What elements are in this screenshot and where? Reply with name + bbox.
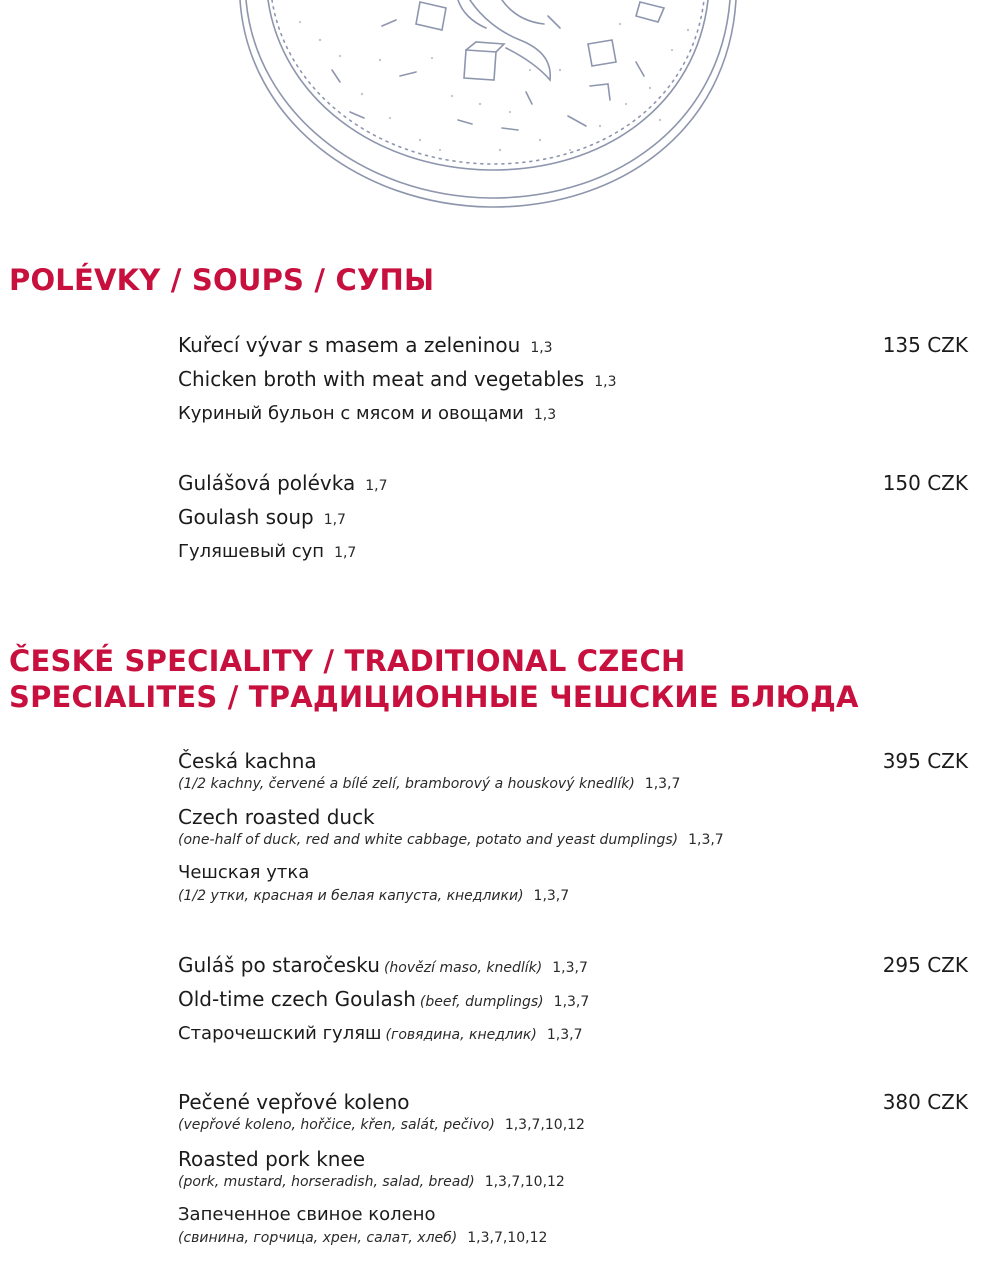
allergen-codes: 1,3	[530, 340, 553, 356]
menu-item-description: (one-half of duck, red and white cabbage, potato and yeast dumplings) 1,3,7	[178, 832, 724, 848]
allergen-codes: 1,3,7	[644, 776, 681, 792]
allergen-codes: 1,3,7,10,12	[484, 1174, 565, 1190]
section-title-line: ČESKÉ SPECIALITY / TRADITIONAL CZECH	[9, 644, 686, 678]
menu-item-name: Гуляшевый суп 1,7	[178, 541, 357, 562]
menu-item-name: Česká kachna	[178, 749, 317, 773]
allergen-codes: 1,3,7	[553, 994, 590, 1010]
section-title-czech-specialities	[9, 643, 859, 715]
menu-item-name: Чешская утка	[178, 862, 310, 883]
allergen-codes: 1,3,7	[533, 888, 570, 904]
menu-item-inline-description: (говядина, кнедлик)	[385, 1027, 537, 1043]
menu-item-name: Roasted pork knee	[178, 1147, 366, 1171]
menu-item-name: Guláš po staročesku (hovězí maso, knedlík) 1,3,7	[178, 953, 588, 977]
menu-item-description: (1/2 kachny, červené a bílé zelí, bramborový a houskový knedlík) 1,3,7	[178, 776, 681, 792]
menu-item-price: 150 CZK	[882, 471, 968, 495]
allergen-codes: 1,3,7	[546, 1027, 583, 1043]
allergen-codes: 1,3,7,10,12	[467, 1230, 548, 1246]
allergen-codes: 1,7	[365, 478, 388, 494]
allergen-codes: 1,7	[323, 512, 346, 528]
soup-bowl-sketch-icon	[0, 0, 1000, 230]
section-title-line: SPECIALITES / ТРАДИЦИОННЫЕ ЧЕШСКИЕ БЛЮДА	[9, 680, 859, 714]
menu-item-inline-description: (beef, dumplings)	[419, 994, 544, 1010]
menu-item-name: Czech roasted duck	[178, 805, 375, 829]
menu-item-name: Kuřecí vývar s masem a zeleninou 1,3	[178, 333, 553, 357]
menu-item-price: 395 CZK	[882, 749, 968, 773]
menu-item-description: (1/2 утки, красная и белая капуста, кнедлики) 1,3,7	[178, 888, 570, 904]
menu-item-name: Запеченное свиное колено	[178, 1204, 436, 1225]
allergen-codes: 1,7	[334, 545, 357, 561]
menu-item-name: Chicken broth with meat and vegetables 1,3	[178, 367, 617, 391]
allergen-codes: 1,3,7	[552, 960, 588, 976]
menu-item-name: Старочешский гуляш (говядина, кнедлик) 1,3,7	[178, 1023, 583, 1044]
menu-item-price: 295 CZK	[882, 953, 968, 977]
menu-item-name: Goulash soup 1,7	[178, 505, 346, 529]
menu-item-description: (свинина, горчица, хрен, салат, хлеб) 1,3,7,10,12	[178, 1230, 548, 1246]
menu-item-name: Pečené vepřové koleno	[178, 1090, 410, 1114]
allergen-codes: 1,3,7,10,12	[504, 1117, 585, 1133]
menu-item-name: Куриный бульон с мясом и овощами 1,3	[178, 403, 557, 424]
allergen-codes: 1,3	[533, 407, 557, 423]
section-title-soups: POLÉVKY / SOUPS / СУПЫ	[9, 263, 435, 297]
menu-item-name: Old-time czech Goulash (beef, dumplings) 1,3,7	[178, 987, 590, 1011]
allergen-codes: 1,3	[594, 374, 617, 390]
menu-item-inline-description: (hovězí maso, knedlík)	[383, 960, 543, 976]
menu-item-description: (vepřové koleno, hořčice, křen, salát, pečivo) 1,3,7,10,12	[178, 1117, 585, 1133]
menu-item-price: 380 CZK	[882, 1090, 968, 1114]
menu-item-price: 135 CZK	[882, 333, 968, 357]
menu-item-name: Gulášová polévka 1,7	[178, 471, 388, 495]
menu-item-description: (pork, mustard, horseradish, salad, bread) 1,3,7,10,12	[178, 1174, 565, 1190]
allergen-codes: 1,3,7	[688, 832, 724, 848]
